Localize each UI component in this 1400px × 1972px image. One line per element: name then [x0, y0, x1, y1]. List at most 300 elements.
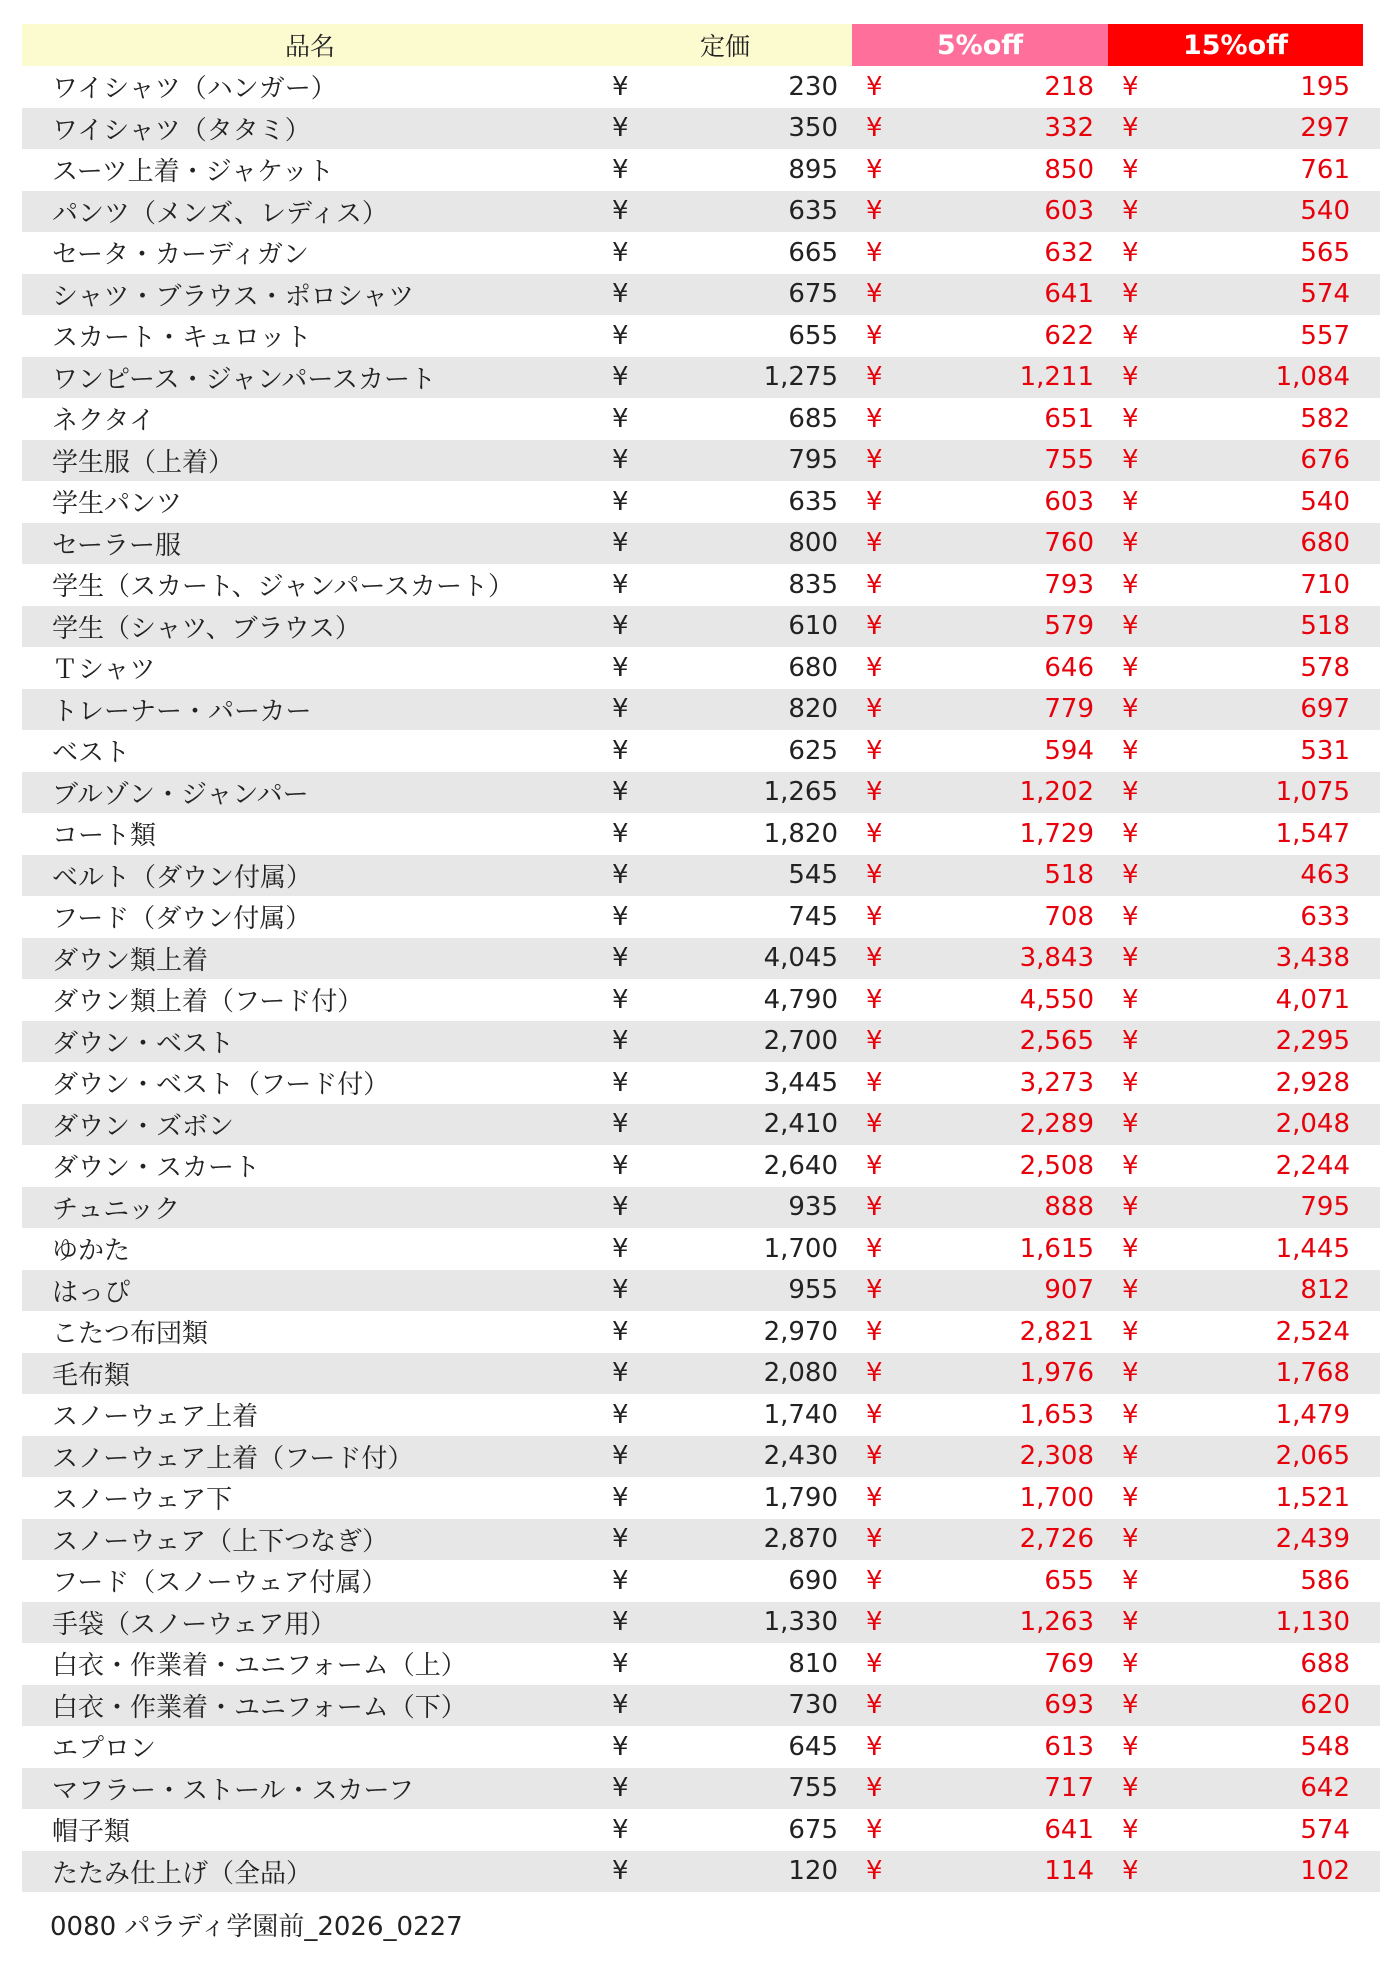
table-row: [22, 564, 1380, 606]
yen-symbol: ¥: [1122, 569, 1139, 600]
yen-symbol: ¥: [866, 1773, 883, 1804]
item-name: はっぴ: [52, 1277, 131, 1308]
off5-cell: [852, 1109, 1108, 1139]
off15-value: 586: [1300, 1565, 1350, 1596]
yen-symbol: ¥: [612, 694, 629, 725]
off15-value: 540: [1300, 196, 1350, 227]
item-name: チュニック: [52, 1194, 181, 1225]
off5-cell: [852, 819, 1108, 849]
off5-cell: [852, 1441, 1108, 1471]
yen-symbol: ¥: [612, 735, 629, 766]
table-row: [22, 398, 1380, 440]
yen-symbol: ¥: [612, 1814, 629, 1845]
off5-cell: [852, 653, 1108, 683]
off5-value: 3,273: [1019, 1067, 1094, 1098]
yen-symbol: ¥: [866, 320, 883, 351]
off15-cell: [1108, 321, 1364, 351]
header-15-percent-off: 15%off: [1108, 24, 1363, 66]
price-cell: [598, 321, 852, 351]
yen-symbol: ¥: [612, 860, 629, 891]
off5-cell: [852, 943, 1108, 973]
table-row: [22, 1685, 1380, 1727]
off15-cell: [1108, 1358, 1364, 1388]
off5-value: 693: [1044, 1690, 1094, 1721]
yen-symbol: ¥: [1122, 735, 1139, 766]
off5-value: 1,729: [1019, 818, 1094, 849]
price-value: 935: [788, 1192, 838, 1223]
off5-cell: [852, 1773, 1108, 1803]
off15-value: 578: [1300, 652, 1350, 683]
price-value: 685: [788, 403, 838, 434]
off5-value: 2,821: [1019, 1316, 1094, 1347]
item-name: ワンピース・ジャンパースカート: [52, 364, 437, 395]
off5-value: 1,976: [1019, 1358, 1094, 1389]
price-cell: [598, 1773, 852, 1803]
footer-store-label: 0080 パラディ学園前_2026_0227: [50, 1912, 463, 1942]
yen-symbol: ¥: [866, 1026, 883, 1057]
yen-symbol: ¥: [866, 237, 883, 268]
item-name: 学生服（上着）: [52, 447, 235, 478]
off15-cell: [1108, 445, 1364, 475]
item-name: こたつ布団類: [52, 1319, 209, 1350]
price-value: 1,265: [763, 777, 838, 808]
item-name: ブルゾン・ジャンパー: [52, 779, 309, 810]
price-value: 745: [788, 901, 838, 932]
table-row: [22, 772, 1380, 814]
yen-symbol: ¥: [612, 652, 629, 683]
yen-symbol: ¥: [612, 943, 629, 974]
price-cell: [598, 694, 852, 724]
off5-value: 655: [1044, 1565, 1094, 1596]
off5-value: 603: [1044, 486, 1094, 517]
off5-value: 1,202: [1019, 777, 1094, 808]
table-row: [22, 1021, 1380, 1063]
item-name: ダウン・スカート: [52, 1153, 261, 1184]
table-row: [22, 315, 1380, 357]
yen-symbol: ¥: [612, 403, 629, 434]
yen-symbol: ¥: [1122, 1026, 1139, 1057]
table-row: [22, 979, 1380, 1021]
yen-symbol: ¥: [866, 196, 883, 227]
off5-value: 603: [1044, 196, 1094, 227]
table-row: [22, 896, 1380, 938]
off5-cell: [852, 1524, 1108, 1554]
yen-symbol: ¥: [1122, 486, 1139, 517]
item-name: ベスト: [52, 738, 131, 769]
item-name: 手袋（スノーウェア用）: [52, 1609, 337, 1640]
yen-symbol: ¥: [1122, 1773, 1139, 1804]
item-name: ダウン類上着: [52, 945, 209, 976]
yen-symbol: ¥: [1122, 1233, 1139, 1264]
price-cell: [598, 653, 852, 683]
price-cell: [598, 985, 852, 1015]
off5-cell: [852, 985, 1108, 1015]
price-cell: [598, 902, 852, 932]
yen-symbol: ¥: [1122, 237, 1139, 268]
item-name: セーラー服: [52, 530, 181, 561]
table-row: [22, 938, 1380, 980]
table-row: [22, 1145, 1380, 1187]
off5-value: 907: [1044, 1275, 1094, 1306]
yen-symbol: ¥: [612, 1441, 629, 1472]
off15-cell: [1108, 72, 1364, 102]
yen-symbol: ¥: [612, 1109, 629, 1140]
yen-symbol: ¥: [866, 1731, 883, 1762]
off5-value: 651: [1044, 403, 1094, 434]
off15-value: 1,768: [1275, 1358, 1350, 1389]
off5-cell: [852, 777, 1108, 807]
off15-value: 1,479: [1275, 1399, 1350, 1430]
yen-symbol: ¥: [612, 71, 629, 102]
item-name: エプロン: [52, 1734, 157, 1765]
off5-cell: [852, 487, 1108, 517]
yen-symbol: ¥: [866, 1109, 883, 1140]
price-cell: [598, 445, 852, 475]
price-cell: [598, 819, 852, 849]
item-name: ワイシャツ（タタミ）: [52, 115, 311, 146]
item-name: ベルト（ダウン付属）: [52, 862, 313, 893]
off5-cell: [852, 1483, 1108, 1513]
price-value: 730: [788, 1690, 838, 1721]
yen-symbol: ¥: [1122, 943, 1139, 974]
yen-symbol: ¥: [866, 1690, 883, 1721]
yen-symbol: ¥: [866, 71, 883, 102]
off5-cell: [852, 1690, 1108, 1720]
yen-symbol: ¥: [866, 1275, 883, 1306]
item-name: 帽子類: [52, 1817, 131, 1848]
price-value: 680: [788, 652, 838, 683]
off15-value: 2,244: [1275, 1150, 1350, 1181]
yen-symbol: ¥: [866, 362, 883, 393]
off15-cell: [1108, 1151, 1364, 1181]
yen-symbol: ¥: [1122, 1358, 1139, 1389]
price-value: 675: [788, 279, 838, 310]
table-row: [22, 1477, 1380, 1519]
off15-value: 680: [1300, 528, 1350, 559]
yen-symbol: ¥: [612, 1856, 629, 1887]
yen-symbol: ¥: [1122, 1316, 1139, 1347]
price-value: 835: [788, 569, 838, 600]
yen-symbol: ¥: [612, 1773, 629, 1804]
yen-symbol: ¥: [612, 1316, 629, 1347]
yen-symbol: ¥: [1122, 1565, 1139, 1596]
price-cell: [598, 487, 852, 517]
price-cell: [598, 404, 852, 434]
yen-symbol: ¥: [1122, 1524, 1139, 1555]
table-row: [22, 1726, 1380, 1768]
off5-value: 2,726: [1019, 1524, 1094, 1555]
item-name: 毛布類: [52, 1360, 131, 1391]
item-name: スカート・キュロット: [52, 323, 312, 354]
off15-cell: [1108, 487, 1364, 517]
off15-value: 531: [1300, 735, 1350, 766]
price-cell: [598, 1068, 852, 1098]
off15-value: 688: [1300, 1648, 1350, 1679]
table-row: [22, 1353, 1380, 1395]
item-name: セータ・カーディガン: [52, 240, 309, 271]
price-value: 820: [788, 694, 838, 725]
off5-cell: [852, 1400, 1108, 1430]
yen-symbol: ¥: [1122, 1275, 1139, 1306]
yen-symbol: ¥: [1122, 362, 1139, 393]
item-name: 白衣・作業着・ユニフォーム（下）: [52, 1692, 467, 1723]
yen-symbol: ¥: [1122, 818, 1139, 849]
price-cell: [598, 1566, 852, 1596]
off15-cell: [1108, 1026, 1364, 1056]
yen-symbol: ¥: [612, 1192, 629, 1223]
yen-symbol: ¥: [1122, 694, 1139, 725]
off15-cell: [1108, 694, 1364, 724]
off15-value: 463: [1300, 860, 1350, 891]
item-name: ダウン類上着（フード付）: [52, 987, 364, 1018]
off15-cell: [1108, 1566, 1364, 1596]
off5-cell: [852, 1192, 1108, 1222]
table-row: [22, 274, 1380, 316]
item-name: スノーウェア上着: [52, 1402, 259, 1433]
off5-cell: [852, 72, 1108, 102]
yen-symbol: ¥: [866, 984, 883, 1015]
off5-value: 760: [1044, 528, 1094, 559]
off5-cell: [852, 1026, 1108, 1056]
off5-cell: [852, 404, 1108, 434]
off15-cell: [1108, 1732, 1364, 1762]
off5-cell: [852, 1234, 1108, 1264]
price-cell: [598, 1275, 852, 1305]
yen-symbol: ¥: [612, 1731, 629, 1762]
off15-cell: [1108, 1524, 1364, 1554]
off5-value: 1,700: [1019, 1482, 1094, 1513]
off5-value: 594: [1044, 735, 1094, 766]
item-name: 学生（シャツ、ブラウス）: [52, 613, 361, 644]
off15-value: 812: [1300, 1275, 1350, 1306]
off5-value: 793: [1044, 569, 1094, 600]
yen-symbol: ¥: [612, 113, 629, 144]
yen-symbol: ¥: [866, 528, 883, 559]
off5-value: 4,550: [1019, 984, 1094, 1015]
off5-value: 850: [1044, 154, 1094, 185]
off5-value: 641: [1044, 279, 1094, 310]
off5-value: 641: [1044, 1814, 1094, 1845]
yen-symbol: ¥: [1122, 1607, 1139, 1638]
table-row: [22, 1643, 1380, 1685]
yen-symbol: ¥: [866, 569, 883, 600]
price-value: 1,700: [763, 1233, 838, 1264]
off15-cell: [1108, 736, 1364, 766]
price-value: 4,045: [763, 943, 838, 974]
price-cell: [598, 1400, 852, 1430]
price-cell: [598, 777, 852, 807]
price-cell: [598, 1026, 852, 1056]
off15-cell: [1108, 1109, 1364, 1139]
item-name: ダウン・ベスト（フード付）: [52, 1070, 390, 1101]
price-cell: [598, 1151, 852, 1181]
header-list-price: 定価: [598, 24, 852, 66]
item-name: ワイシャツ（ハンガー）: [52, 74, 337, 105]
off15-value: 642: [1300, 1773, 1350, 1804]
off5-cell: [852, 694, 1108, 724]
yen-symbol: ¥: [866, 901, 883, 932]
off5-value: 646: [1044, 652, 1094, 683]
off15-value: 710: [1300, 569, 1350, 600]
off15-cell: [1108, 1275, 1364, 1305]
off5-value: 1,263: [1019, 1607, 1094, 1638]
yen-symbol: ¥: [612, 1358, 629, 1389]
item-name: 学生パンツ: [52, 489, 183, 520]
off5-value: 888: [1044, 1192, 1094, 1223]
yen-symbol: ¥: [1122, 1856, 1139, 1887]
yen-symbol: ¥: [1122, 1482, 1139, 1513]
off5-value: 769: [1044, 1648, 1094, 1679]
price-cell: [598, 1690, 852, 1720]
price-cell: [598, 736, 852, 766]
off5-cell: [852, 445, 1108, 475]
price-value: 4,790: [763, 984, 838, 1015]
off5-value: 332: [1044, 113, 1094, 144]
item-name: スノーウェア（上下つなぎ）: [52, 1526, 389, 1557]
off15-value: 1,521: [1275, 1482, 1350, 1513]
yen-symbol: ¥: [612, 320, 629, 351]
off5-cell: [852, 238, 1108, 268]
off15-cell: [1108, 1773, 1364, 1803]
price-value: 625: [788, 735, 838, 766]
yen-symbol: ¥: [866, 1814, 883, 1845]
off5-cell: [852, 1856, 1108, 1886]
yen-symbol: ¥: [1122, 777, 1139, 808]
off5-cell: [852, 1649, 1108, 1679]
item-name: パンツ（メンズ、レディス）: [52, 198, 388, 229]
table-row: [22, 606, 1380, 648]
yen-symbol: ¥: [866, 611, 883, 642]
yen-symbol: ¥: [612, 279, 629, 310]
off5-cell: [852, 196, 1108, 226]
price-cell: [598, 155, 852, 185]
yen-symbol: ¥: [866, 1358, 883, 1389]
off5-value: 613: [1044, 1731, 1094, 1762]
off5-value: 708: [1044, 901, 1094, 932]
off5-cell: [852, 736, 1108, 766]
yen-symbol: ¥: [1122, 320, 1139, 351]
table-header: [22, 24, 1380, 66]
yen-symbol: ¥: [1122, 901, 1139, 932]
yen-symbol: ¥: [612, 1648, 629, 1679]
price-value: 2,700: [763, 1026, 838, 1057]
off5-value: 717: [1044, 1773, 1094, 1804]
off15-cell: [1108, 196, 1364, 226]
table-row: [22, 855, 1380, 897]
off15-value: 1,445: [1275, 1233, 1350, 1264]
yen-symbol: ¥: [612, 777, 629, 808]
off15-cell: [1108, 279, 1364, 309]
yen-symbol: ¥: [866, 735, 883, 766]
price-value: 1,820: [763, 818, 838, 849]
yen-symbol: ¥: [866, 1607, 883, 1638]
yen-symbol: ¥: [612, 1067, 629, 1098]
yen-symbol: ¥: [612, 1275, 629, 1306]
yen-symbol: ¥: [1122, 611, 1139, 642]
price-table: [22, 24, 1380, 1892]
off5-cell: [852, 570, 1108, 600]
yen-symbol: ¥: [1122, 1192, 1139, 1223]
off15-value: 565: [1300, 237, 1350, 268]
price-cell: [598, 1524, 852, 1554]
yen-symbol: ¥: [866, 403, 883, 434]
yen-symbol: ¥: [866, 1192, 883, 1223]
yen-symbol: ¥: [1122, 528, 1139, 559]
off15-cell: [1108, 1483, 1364, 1513]
off5-value: 632: [1044, 237, 1094, 268]
table-row: [22, 149, 1380, 191]
off5-value: 579: [1044, 611, 1094, 642]
off5-cell: [852, 860, 1108, 890]
off5-cell: [852, 611, 1108, 641]
price-value: 1,275: [763, 362, 838, 393]
off15-cell: [1108, 1317, 1364, 1347]
off15-cell: [1108, 362, 1364, 392]
yen-symbol: ¥: [1122, 984, 1139, 1015]
off15-cell: [1108, 1856, 1364, 1886]
off5-cell: [852, 1607, 1108, 1637]
table-row: [22, 1104, 1380, 1146]
off5-cell: [852, 1317, 1108, 1347]
table-row: [22, 1270, 1380, 1312]
item-name: スノーウェア上着（フード付）: [52, 1443, 414, 1474]
off5-cell: [852, 1358, 1108, 1388]
off15-cell: [1108, 155, 1364, 185]
off15-value: 2,295: [1275, 1026, 1350, 1057]
yen-symbol: ¥: [866, 1441, 883, 1472]
price-cell: [598, 1317, 852, 1347]
off15-value: 697: [1300, 694, 1350, 725]
yen-symbol: ¥: [612, 1524, 629, 1555]
price-value: 665: [788, 237, 838, 268]
off15-cell: [1108, 1068, 1364, 1098]
off15-cell: [1108, 570, 1364, 600]
item-name: 学生（スカート、ジャンパースカート）: [52, 572, 515, 603]
price-cell: [598, 238, 852, 268]
price-value: 895: [788, 154, 838, 185]
off5-cell: [852, 1151, 1108, 1181]
table-row: [22, 813, 1380, 855]
off5-cell: [852, 1732, 1108, 1762]
price-value: 3,445: [763, 1067, 838, 1098]
item-name: スノーウェア下: [52, 1485, 233, 1516]
off15-value: 1,075: [1275, 777, 1350, 808]
off15-value: 297: [1300, 113, 1350, 144]
off5-cell: [852, 362, 1108, 392]
yen-symbol: ¥: [866, 1316, 883, 1347]
table-row: [22, 1768, 1380, 1810]
yen-symbol: ¥: [612, 486, 629, 517]
off15-value: 548: [1300, 1731, 1350, 1762]
off15-cell: [1108, 1607, 1364, 1637]
yen-symbol: ¥: [1122, 445, 1139, 476]
price-cell: [598, 943, 852, 973]
yen-symbol: ¥: [866, 943, 883, 974]
price-value: 655: [788, 320, 838, 351]
off5-value: 518: [1044, 860, 1094, 891]
yen-symbol: ¥: [1122, 1150, 1139, 1181]
item-name: コート類: [52, 821, 157, 852]
off15-value: 2,065: [1275, 1441, 1350, 1472]
price-cell: [598, 1441, 852, 1471]
price-cell: [598, 1607, 852, 1637]
off15-value: 557: [1300, 320, 1350, 351]
off15-value: 574: [1300, 1814, 1350, 1845]
yen-symbol: ¥: [866, 445, 883, 476]
yen-symbol: ¥: [612, 569, 629, 600]
off15-value: 761: [1300, 154, 1350, 185]
yen-symbol: ¥: [1122, 1814, 1139, 1845]
